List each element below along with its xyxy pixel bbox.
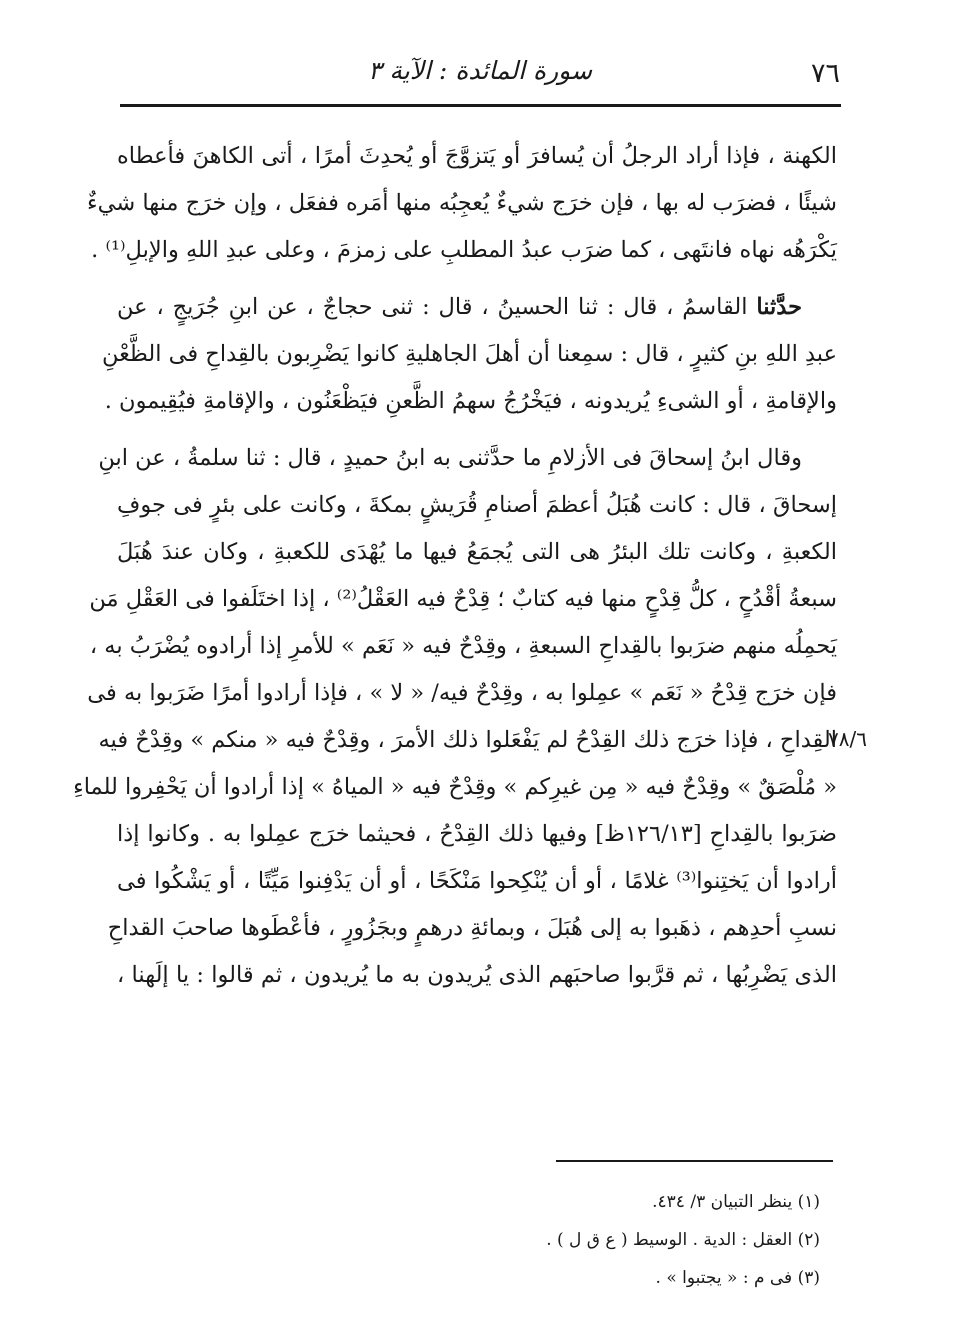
footnote: (٢) العقل : الدية . الوسيط ( ع ق ل ) .: [546, 1230, 820, 1250]
text-line: يَحمِلُه منهم ضرَبوا بالقِداحِ السبعةِ ، وقِدْحٌ فيه « نَعَم » للأمرِ إذا أرادوه يُضْرَبُ به ،: [89, 633, 837, 659]
paragraph-2: [101, 284, 837, 425]
text-line: الذى يَضْرِبُها ، ثم قرَّبوا صاحبَهم الذى يُريدون به ما يُريدون ، ثم قالوا : يا إلَهنا ،: [117, 962, 837, 988]
footnote: (٣) فى م : « يجتبوا » .: [655, 1268, 820, 1288]
text-line: الكعبةِ ، وكانت تلك البئرُ هى التى يُجمَعُ فيها ما يُهْدَى للكعبةِ ، وكان عندَ هُبَلَ: [117, 539, 837, 565]
isnad-lead: حدَّثنا: [756, 294, 802, 320]
text-line-with-lead: [117, 284, 837, 331]
text-line: شيئًا ، فضرَب له بها ، فإن خرَج شيءٌ يُعجِبُه منها أمَره ففعَل ، وإن خرَج منها شيءٌ: [87, 190, 837, 216]
main-text: [73, 133, 837, 1009]
text-line: أرادوا أن يَختِنوا⁽³⁾ غلامًا ، أو أن يُنْكِحوا مَنْكَحًا ، أو أن يَدْفِنوا مَيِّتًا ، أو يَشْكُوا فى: [117, 868, 837, 894]
text-line: « مُلْصَقٌ » وقِدْحٌ فيه « مِن غيرِكم » وقِدْحٌ فيه « المياهُ » إذا أرادوا أن يَحْفِروا للماءِ: [73, 774, 837, 800]
page-header: [120, 56, 840, 96]
text-line: الكهنة ، فإذا أراد الرجلُ أن يُسافرَ أو يَتزوَّجَ أو يُحدِثَ أمرًا ، أتى الكاهنَ فأعطاه: [117, 143, 837, 169]
margin-reference: ٧٨/٦: [828, 727, 867, 751]
text-line: يَكْرَهُه نهاه فانتَهى ، كما ضرَب عبدُ المطلبِ على زمزمَ ، وعلى عبدِ اللهِ والإبلِ⁽¹⁾ .: [91, 237, 837, 263]
footnote-rule: [556, 1160, 833, 1162]
running-head: سورة المائدة : الآية ٣: [367, 56, 593, 85]
text-line: والإقامةِ ، أو الشىءِ يُريدونه ، فيَخْرُجُ سهمُ الظَّعنِ فيَظْعَنُون ، والإقامةِ فيُقِيمون .: [104, 388, 837, 414]
text-line: فإن خرَج قِدْحُ « نَعَم » عمِلوا به ، وقِدْحٌ فيه/ « لا » ، فإذا أرادوا أمرًا ضَرَبوا به فى: [87, 680, 837, 706]
paragraph-1: [87, 133, 837, 274]
text-line: عبدِ اللهِ بنِ كثيرٍ ، قال : سمِعنا أن أهلَ الجاهليةِ كانوا يَضْرِبون بالقِداحِ فى الظَّعْنِ: [101, 341, 837, 367]
footnotes: [120, 1183, 820, 1297]
text-line: نسبِ أحدِهم ، ذهَبوا به إلى هُبَلَ ، وبمائةِ درهمٍ وبجَزُورٍ ، فأعْطَوها صاحبَ القداحِ: [107, 915, 837, 941]
text-line: إسحاقَ ، قال : كانت هُبَلُ أعظمَ أصنامِ قُرَيشٍ بمكةَ ، وكانت على بئرٍ فى جوفِ: [117, 492, 837, 518]
footnote: (١) ينظر التبيان ٣/ ٤٣٤.: [652, 1192, 820, 1212]
text-line: سبعةُ أقْدُحٍ ، كلُّ قِدْحٍ منها فيه كتابٌ ؛ قِدْحٌ فيه العَقْلُ⁽²⁾ ، إذا اختَلَفوا فى العَقْلِ مَن: [89, 586, 837, 612]
page-number: ٧٦: [810, 58, 840, 89]
text-line: القِداحِ ، فإذا خرَج ذلك القِدْحُ لم يَفْعَلوا ذلك الأمرَ ، وقِدْحٌ فيه « منكم » وقِدْحٌ فيه: [98, 727, 837, 753]
header-rule: [120, 104, 841, 107]
text-line: ضرَبوا بالقِداحِ [١٢٦/١٣ظ] وفيها ذلك القِدْحُ ، فحيثما خرَج عمِلوا به . وكانوا إذا: [117, 821, 837, 847]
text-line-rest: القاسمُ ، قال : ثنا الحسينُ ، قال : ثنى حجاجٌ ، عن ابنِ جُرَيجٍ ، عن: [117, 294, 757, 320]
text-line: وقال ابنُ إسحاقَ فى الأزلامِ ما حدَّثنى به ابنُ حميدٍ ، قال : ثنا سلمةُ ، عن ابنِ: [98, 445, 802, 471]
paragraph-3: [73, 435, 837, 999]
